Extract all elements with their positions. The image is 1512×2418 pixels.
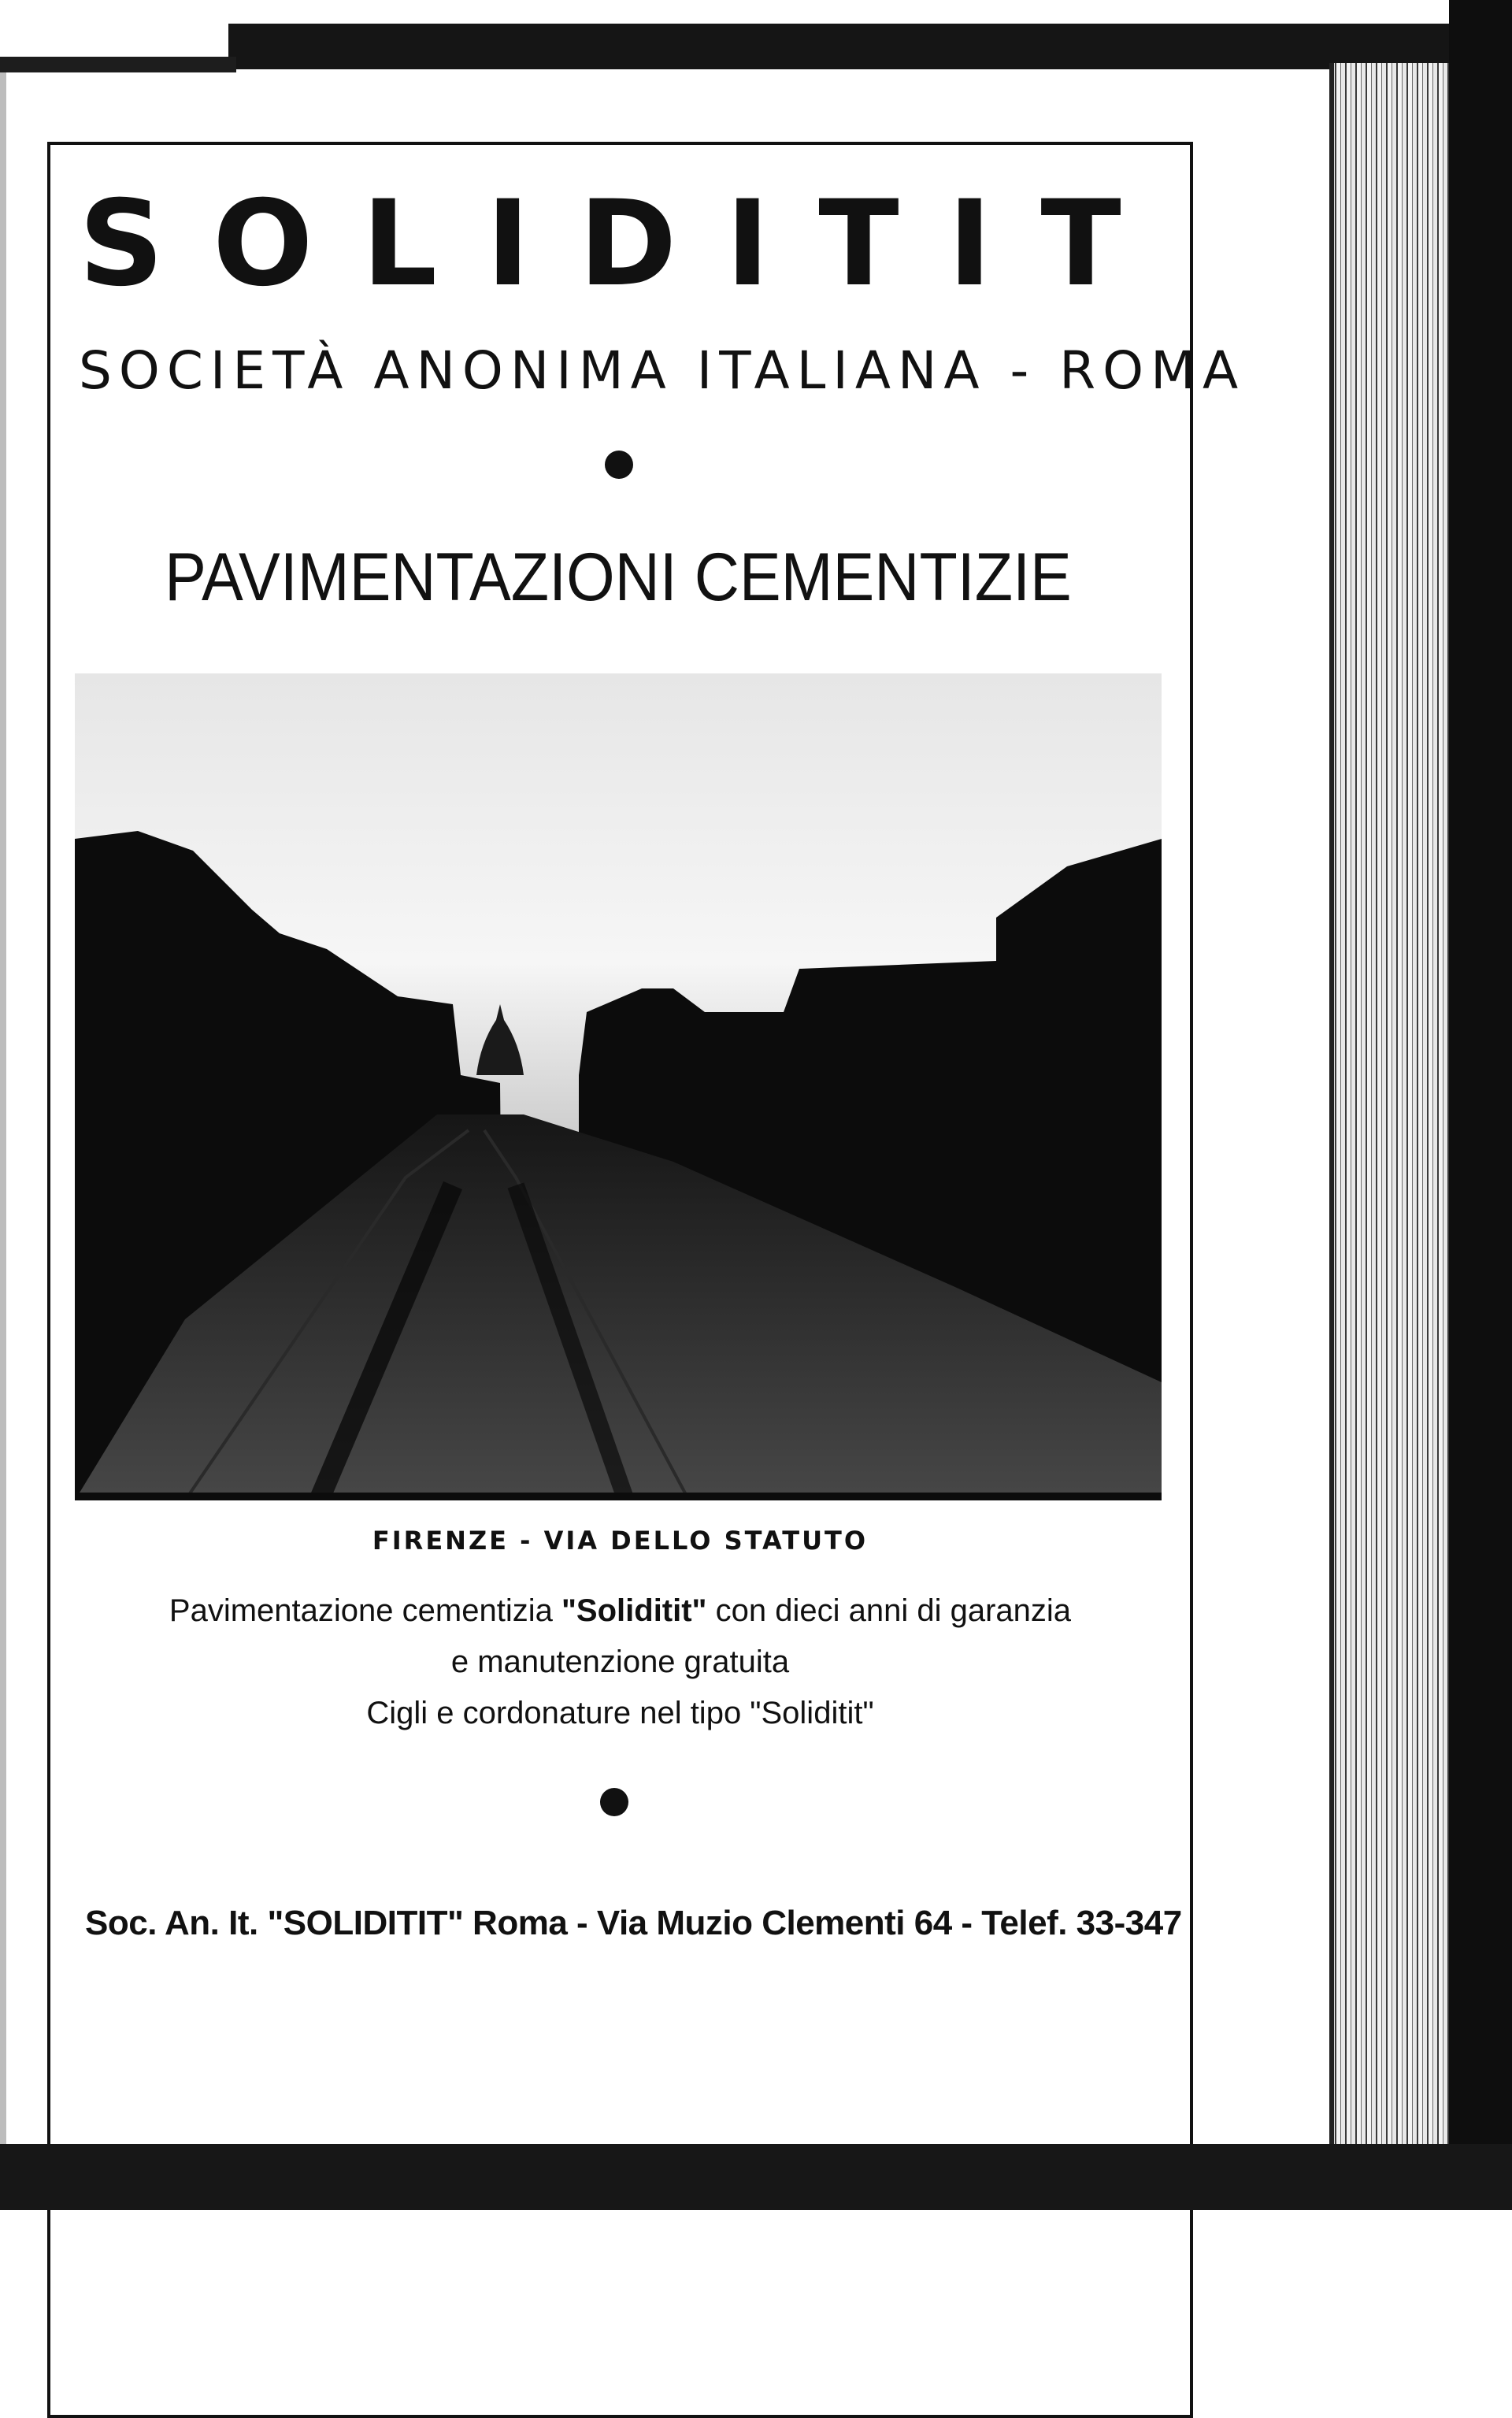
book-page-stack	[1331, 63, 1449, 2190]
headline: PAVIMENTAZIONI CEMENTIZIE	[165, 540, 1072, 615]
description-line-1	[47, 1595, 1193, 1626]
scan-top-left-edge	[0, 57, 236, 72]
description-line-1-post: con dieci anni di garanzia	[706, 1593, 1072, 1628]
street-photo	[75, 673, 1162, 1500]
description-line-1-brand: "Soliditit"	[561, 1593, 707, 1628]
scan-bottom-edge	[0, 2144, 1512, 2210]
description-line-3: Cigli e cordonature nel tipo "Soliditit"	[366, 1696, 874, 1730]
book-page-edge	[1329, 63, 1334, 2190]
footer-address: Soc. An. It. "SOLIDITIT" Roma - Via Muzio Clementi 64 - Telef. 33-347	[85, 1904, 1182, 1942]
bullet-dot	[600, 1788, 628, 1816]
brand-title: SOLIDITIT	[79, 176, 1170, 313]
bullet-dot	[605, 451, 633, 479]
company-subtitle: SOCIETÀ ANONIMA ITALIANA - ROMA	[79, 340, 1246, 401]
description-line-2: e manutenzione gratuita	[450, 1645, 790, 1679]
scan-left-edge	[0, 72, 6, 2144]
scan-top-edge	[228, 24, 1457, 69]
street-photo-image	[75, 673, 1162, 1500]
scan-right-edge	[1449, 0, 1512, 2210]
photo-caption: FIRENZE - VIA DELLO STATUTO	[372, 1526, 869, 1556]
description-line-1-pre: Pavimentazione cementizia	[169, 1593, 561, 1628]
